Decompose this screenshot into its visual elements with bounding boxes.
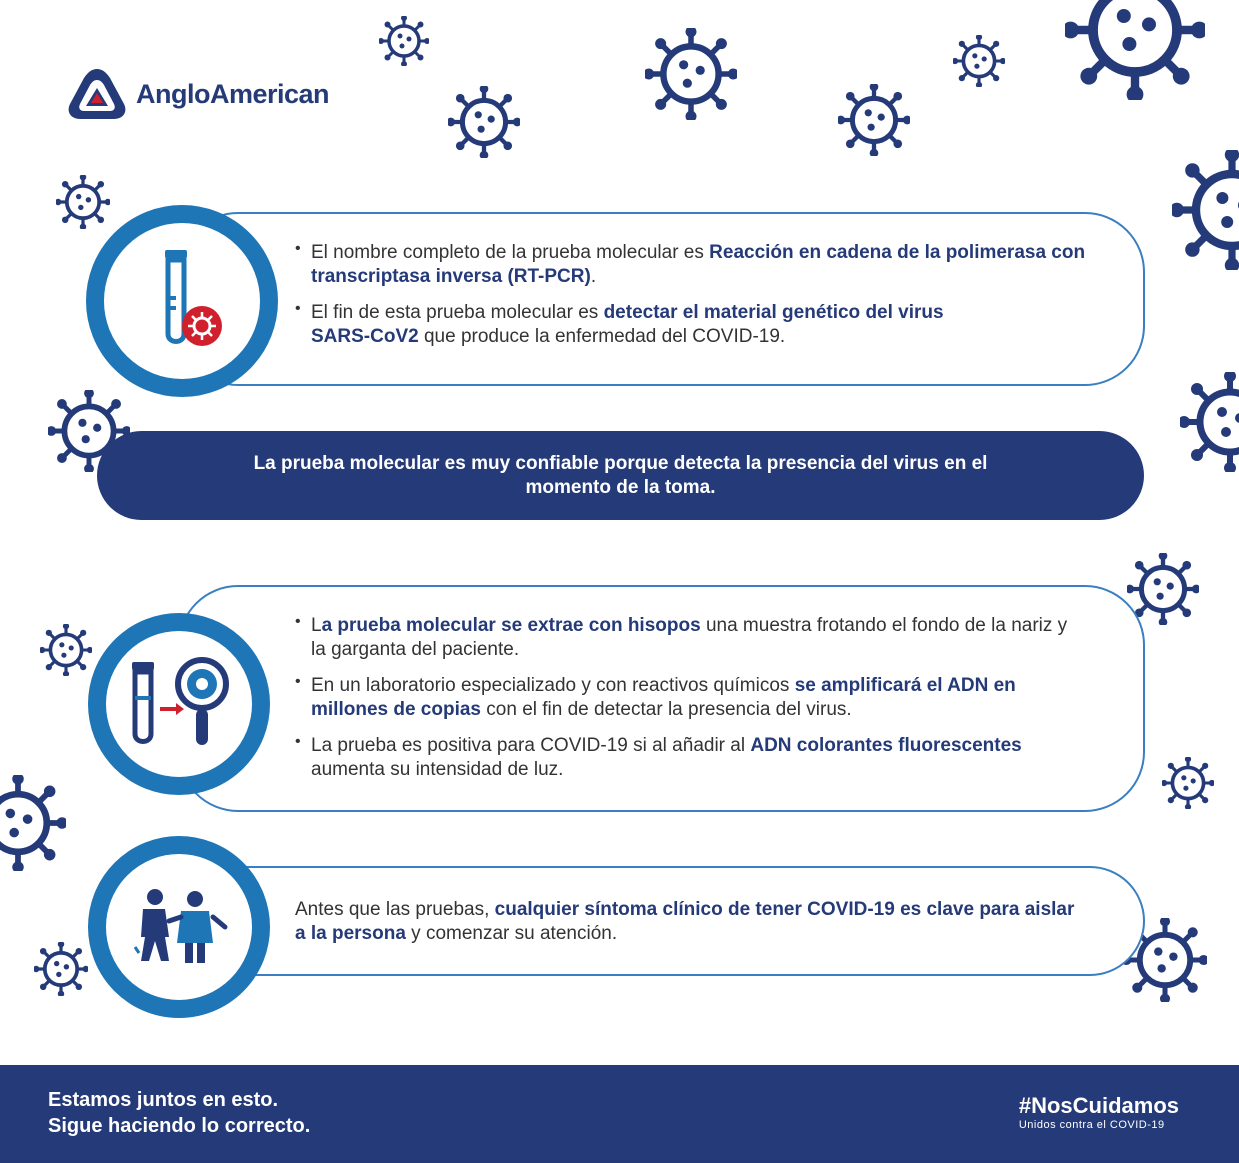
virus-icon <box>1172 150 1239 270</box>
virus-icon <box>448 86 520 158</box>
virus-icon <box>1180 372 1239 472</box>
icon-circle-1 <box>86 205 278 397</box>
footer-campaign <box>1019 1093 1179 1131</box>
bullet-item: • En un laboratorio especializado y con reactivos químicos se amplificará el ADN en millones de copias con el fin de detectar la presencia del virus. <box>295 674 1085 722</box>
virus-icon <box>0 775 66 871</box>
sick-patient-doctor-icon <box>129 887 229 967</box>
highlight-banner <box>97 431 1144 520</box>
campaign-subtitle: Unidos contra el COVID-19 <box>1018 1119 1165 1131</box>
tube-magnifier-icon <box>124 654 234 754</box>
bullet-item: • El nombre completo de la prueba molecular es Reacción en cadena de la polimerasa con transcriptasa inversa (RT-PCR). <box>295 241 1115 289</box>
virus-icon <box>34 942 88 996</box>
anglo-american-logo <box>66 66 329 122</box>
bullet-item: • El fin de esta prueba molecular es detectar el material genético del virus SARS-CoV2 que produce la enfermedad del COVID-19. <box>295 301 1005 349</box>
section2-bullets <box>295 614 1085 794</box>
test-tube-virus-icon <box>132 246 232 356</box>
brand-name: AngloAmerican <box>136 78 330 109</box>
virus-icon <box>40 624 92 676</box>
virus-icon <box>838 84 910 156</box>
hashtag: #NosCuidamos <box>1018 1093 1179 1118</box>
bullet-item: • La prueba molecular se extrae con hisopos una muestra frotando el fondo de la nariz y la garganta del paciente. <box>295 614 1085 662</box>
virus-icon <box>1162 757 1214 809</box>
bullet-item: • La prueba es positiva para COVID-19 si al añadir al ADN colorantes fluorescentes aumenta su intensidad de luz. <box>295 734 1085 782</box>
icon-circle-3 <box>88 836 270 1018</box>
footer <box>0 1065 1239 1163</box>
virus-icon <box>56 175 110 229</box>
footer-line-1: Estamos juntos en esto. <box>48 1089 279 1111</box>
section1-bullets <box>295 241 1115 361</box>
banner-text: La prueba molecular es muy confiable porque detecta la presencia del virus en el momento de la toma. <box>253 452 988 498</box>
virus-icon <box>645 28 737 120</box>
virus-icon <box>1065 0 1205 100</box>
virus-icon <box>379 16 429 66</box>
footer-slogan <box>48 1087 310 1139</box>
icon-circle-2 <box>88 613 270 795</box>
virus-icon <box>953 35 1005 87</box>
footer-line-2: Sigue haciendo lo correcto. <box>48 1115 311 1137</box>
virus-icon <box>1127 553 1199 625</box>
anglo-american-logo-icon <box>66 66 128 122</box>
section3-text: Antes que las pruebas, cualquier síntoma clínico de tener COVID-19 es clave para aislar a la persona y comenzar su atención. <box>295 899 1075 944</box>
